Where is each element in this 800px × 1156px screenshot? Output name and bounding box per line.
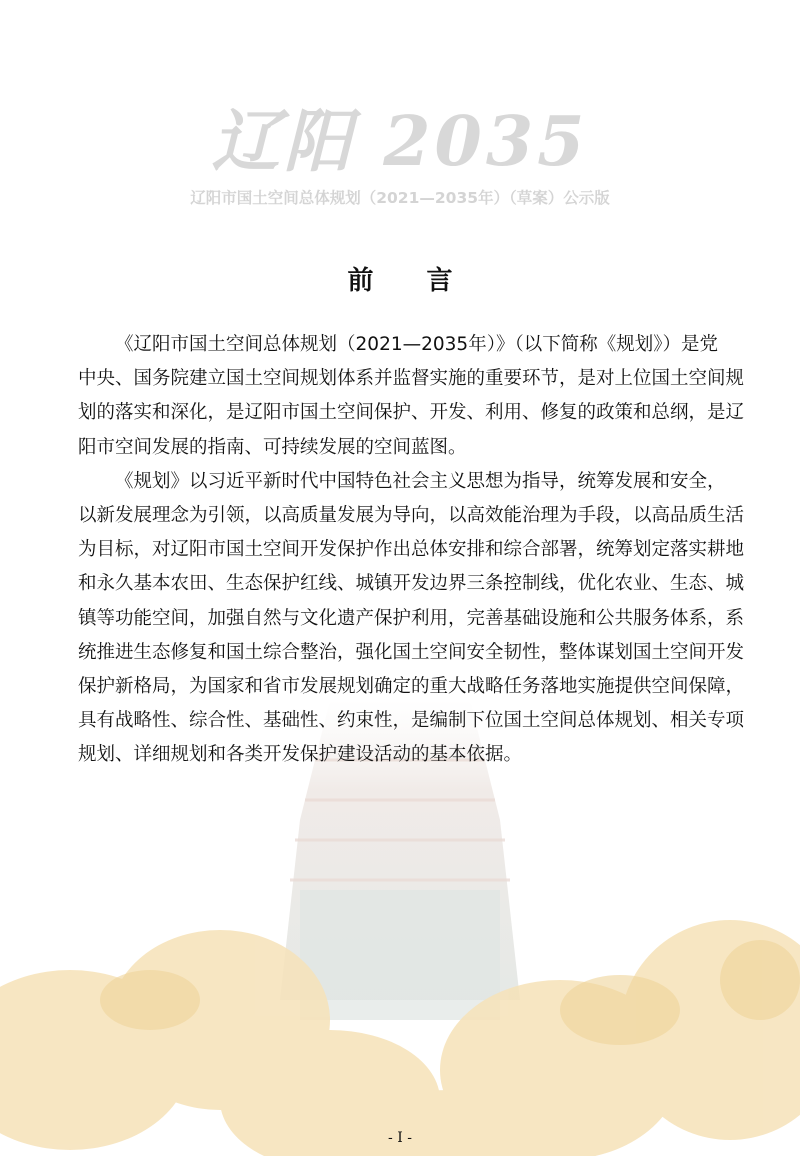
text-line: 阳市空间发展的指南、可持续发展的空间蓝图。: [78, 436, 467, 458]
logo-title: 辽阳 2035: [211, 102, 589, 182]
text-line: 统推进生态修复和国土综合整治，强化国土空间安全韧性，整体谋划国土空间开发: [78, 641, 745, 663]
text-line: 《辽阳市国土空间总体规划（2021—2035年）》（以下简称《规划》）是党: [115, 334, 718, 355]
paragraph-1: [78, 328, 745, 465]
preface-body: [78, 328, 745, 773]
text-line: 和永久基本农田、生态保护红线、城镇开发边界三条控制线，优化农业、生态、城: [78, 573, 745, 595]
text-line: 中央、国务院建立国土空间规划体系并监督实施的重要环节，是对上位国土空间规: [78, 368, 745, 390]
text-line: 规划、详细规划和各类开发保护建设活动的基本依据。: [78, 744, 523, 766]
text-line: 为目标，对辽阳市国土空间开发保护作出总体安排和综合部署，统筹划定落实耕地: [78, 539, 745, 561]
text-line: 划的落实和深化，是辽阳市国土空间保护、开发、利用、修复的政策和总纲，是辽: [78, 402, 745, 424]
section-heading: 前 言: [347, 266, 475, 296]
text-line: 镇等功能空间，加强自然与文化遗产保护利用，完善基础设施和公共服务体系，系: [78, 607, 745, 629]
paragraph-2: [78, 465, 745, 773]
text-line: 《规划》以习近平新时代中国特色社会主义思想为指导，统筹发展和安全，: [115, 470, 726, 492]
text-line: 保护新格局，为国家和省市发展规划确定的重大战略任务落地实施提供空间保障，: [78, 676, 745, 698]
text-line: 以新发展理念为引领，以高质量发展为导向，以高效能治理为手段，以高品质生活: [78, 505, 745, 527]
document-subtitle: 辽阳市国土空间总体规划（2021—2035年）（草案）公示版: [190, 189, 610, 207]
text-line: 具有战略性、综合性、基础性、约束性，是编制下位国土空间总体规划、相关专项: [78, 710, 745, 732]
page-number: - I -: [388, 1130, 412, 1146]
